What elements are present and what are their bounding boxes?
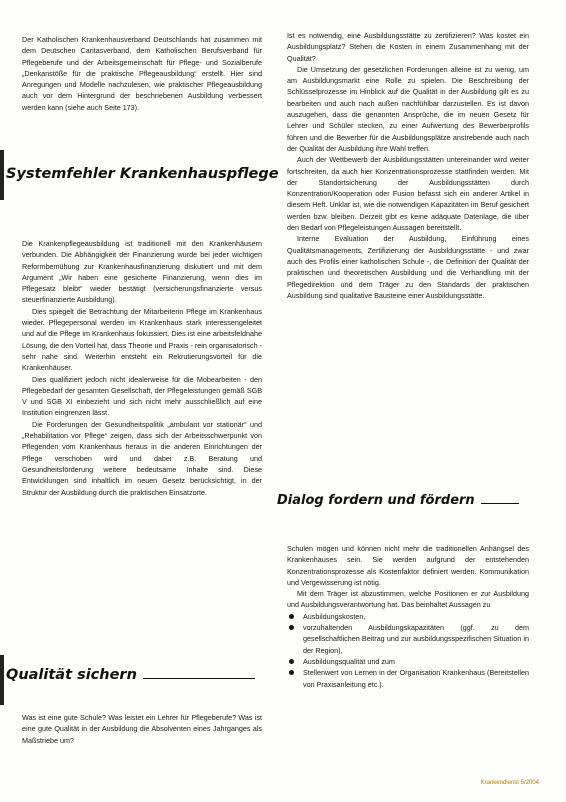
left-paragraph-1: Die Krankenpflegeausbildung ist traditionell mit den Krankenhäusern verbunden. Die Abhängigkeit der Finanzierung wurde bei jeder wichtigen Reformbemühung zur Krankenhausfinanzierung diskutiert und mit dem Argument „Wir haben eine gesicherte Finanzierung, wenn dies im Pflegesatz bleibt“ wieder bestätigt (versicherungsfinanzierte versus steuerfinanzierte Ausbildung). [22, 239, 262, 305]
right-paragraph-2: Die Umsetzung der gesetzlichen Forderungen alleine ist zu wenig, um am Ausbildungsmarkt eine Rolle zu spielen. Die Beschreibung der Schlüsselprozesse im Hinblick auf die Qualität in der Ausbildung gilt es zu bearbeiten und auch nach außen nachfühlbar darzustellen. Es ist davon auszugehen, dass die genannten Ansprüche, die im neuen Gesetz für Lehrer und Schüler stecken, zu einer Aufwertung des Bewerberprofils führen und die Bewerber für die Ausbildungsplätze anstrebende auch nach der Qualität der Ausbildung ihre Wahl treffen. [287, 64, 529, 153]
right-column-section-2 [287, 543, 529, 690]
bullet-item: Ausbildungskosten, [287, 611, 529, 622]
left-column [22, 34, 262, 113]
heading-systemfehler-text: Systemfehler Krankenhauspflege [6, 166, 279, 182]
heading-systemfehler [6, 166, 279, 182]
bullet-item: Ausbildungsqualität und zum [287, 656, 529, 667]
bullet-item: Stellenwert von Lernen in der Organisation Krankenhaus (Bereitstellen von Praxisanleitung etc.). [287, 667, 529, 690]
right-paragraph-4: Interne Evaluation der Ausbildung, Einführung eines Qualitätsmanagements, Zertifizierung der Ausbildungsstätte - und zwar auch des Profils einer katholischen Schule -, die Definition der Qualität der praktischen und theoretischen Ausbildung und die Verhandlung mit der Pflegedirektion und dem Träger zu den Standards der praktischen Ausbildung sind qualitative Bausteine einer Ausbildungsstätte. [287, 234, 529, 300]
heading-qualitaet-text: Qualität sichern [6, 667, 137, 683]
bullet-item: vorzuhaltenden Ausbildungskapazitäten (ggf. zu dem gesellschaftlichen Beitrag und zur ausbildungsspezifischen Situation in der Region), [287, 622, 529, 656]
heading-dialog-text: Dialog fordern und fördern [277, 493, 475, 508]
right-paragraph-3: Auch der Wettbewerb der Ausbildungsstätten untereinander wird weiter fortschreiten, da auch hier Konzentrationsprozesse stattfinden werden. Mit der Standortsicherung der Ausbildungsstätten durch Konzentration/Kooperation oder Fusion befasst sich ein anderer Artikel in diesem Heft. Unklar ist, wie die notwendigen Kapazitäten im Beruf gesichert werden bzw. bleiben. Derzeit gibt es keine adäquate Datenlage, die über den Bedarf von Pflegeleistungen Aussagen bereitstellt. [287, 155, 529, 233]
left-paragraph-3: Dies qualifiziert jedoch nicht idealerweise für die Mobearbeiten - den Pflegebedarf der gesamten Gesellschaft, der Pflegeleistungen gemäß SGB V und SGB XI einbezieht und sich nicht mehr ausschließlich auf eine Institution eingrenzen lässt. [22, 374, 262, 418]
left-intro-paragraph: Der Katholischen Krankenhausverband Deutschlands hat zusammen mit dem Deutschen Caritasverband, dem Katholischen Berufsverband für Pflegeberufe und der Arbeitsgemeinschaft für Pflege- und Sozialberufe „Denkanstöße für die praktische Pflegeausbildung“ erstellt. Hier sind Anregungen und Modelle nachzulesen, wie praktischer Pflegeausbildung auch vor dem Hintergrund der beschriebenen Ausbildung verbessert werden kann (siehe auch Seite 173). [22, 35, 262, 112]
heading-qualitaet-rule [143, 678, 255, 679]
left-column-section-2 [22, 712, 262, 746]
heading-qualitaet [6, 667, 255, 683]
right-paragraph-6: Mit dem Träger ist abzustimmen, welche Positionen er zur Ausbildung und Ausbildungsverantwortung hat. Das beinhaltet Aussagen zu [287, 589, 529, 610]
heading-dialog [277, 493, 519, 508]
left-paragraph-5: Was ist eine gute Schule? Was leistet ein Lehrer für Pflegeberufe? Was ist eine gute Qualität in der Ausbildung die Absolventen eines Jahrganges als Maßstriebe um? [22, 713, 262, 745]
left-paragraph-2: Dies spiegelt die Betrachtung der Mitarbeiterin Pflege im Krankenhaus wieder. Pflegepersonal werden im Krankenhaus stark interessengeleitet und auf die Pflege im Krankenhaus fokussiert. Dies ist eine arbeitsfeldnahe Lösung, die den Vorteil hat, dass Theorie und Praxis - rein organisatorisch - sehr nahe sind. Weiterhin entsteht ein Rekrutierungsvorteil für die Krankenhäuser. [22, 306, 262, 373]
left-column-section-1 [22, 238, 262, 498]
page-edge-mark-top [0, 150, 4, 200]
right-paragraph-1: Ist es notwendig, eine Ausbildungsstätte zu zertifizieren? Was kostet ein Ausbildungsplatz? Stehen die Kosten in einem Zusammenhang mit der Qualität? [287, 31, 529, 63]
right-column [287, 30, 529, 301]
left-paragraph-4: Die Forderungen der Gesundheitspolitik „ambulant vor stationär“ und „Rehabilitation vor Pflege“ zeigen, dass sich der Arbeitsschwerpunkt von Pflegenden vom Krankenhaus heraus in die anderen Einrichtungen der Pflege verschoben wird und dabei z.B. Beratung und Gesundheitsförderung weitere bedeutsame Inhalte sind. Diese Entwicklungen sind inhaltlich im neuen Gesetz berücksichtigt, in der Struktur der Ausbildung durch die praktischen Einsatzorte. [22, 419, 262, 497]
heading-dialog-rule [481, 503, 519, 504]
page-footer: Krankendienst 5/2004 [480, 780, 539, 786]
right-paragraph-5: Schulen mögen und können nicht mehr die traditionellen Anhängsel des Krankenhauses sein. Sie werden aufgrund der entstehenden Konzentrationsprozesse als Kostenfaktor definiert werden. Kommunikation und Vergewisserung ist nötig. [287, 544, 529, 587]
page-edge-mark-bottom [0, 655, 4, 705]
bullet-list [287, 611, 529, 690]
